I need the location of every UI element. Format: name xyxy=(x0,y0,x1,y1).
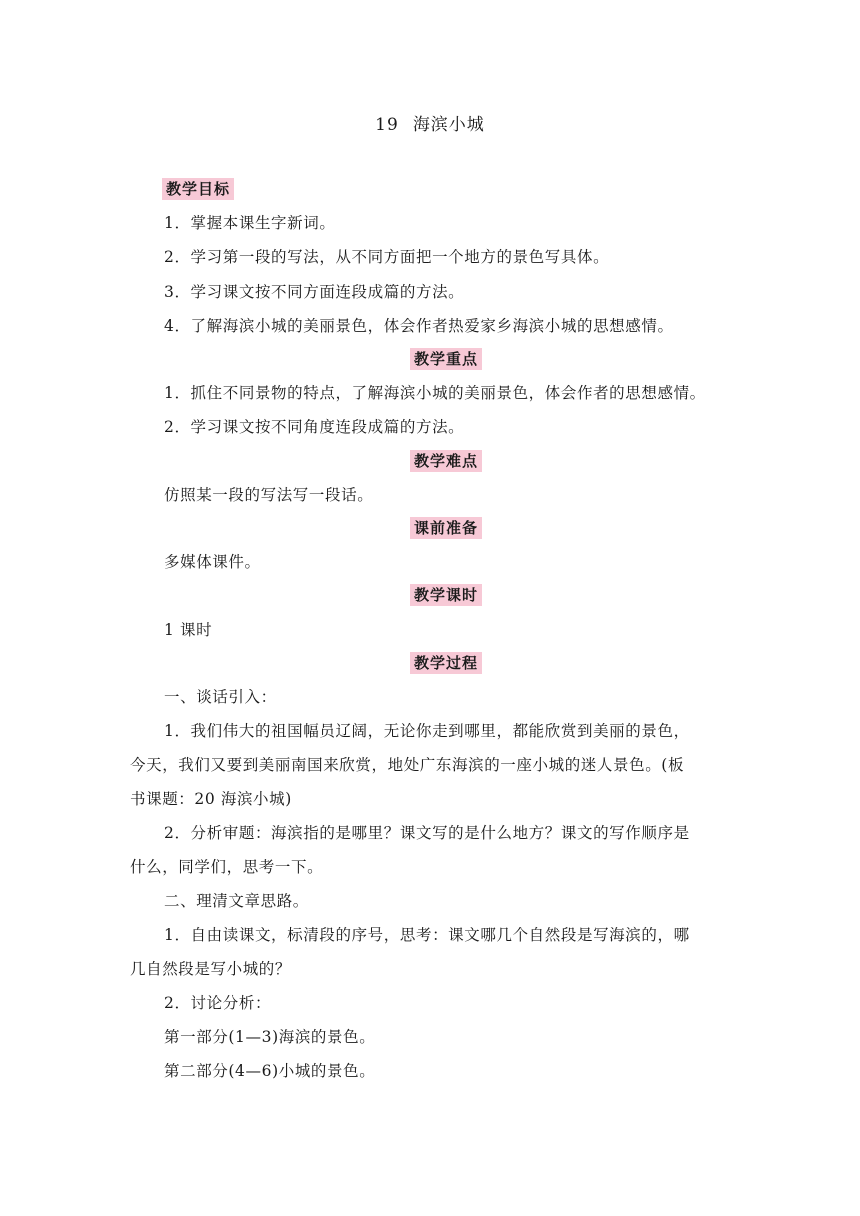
process-p5: 第一部分(1—3)海滨的景色。 xyxy=(164,1028,376,1046)
process-p4: 2．讨论分析： xyxy=(164,994,272,1012)
goal-item-1: 1．掌握本课生字新词。 xyxy=(164,214,336,232)
process-p3-line1: 1．自由读课文，标清段的序号，思考：课文哪几个自然段是写海滨的，哪 xyxy=(164,926,690,944)
heading-hours: 教学课时 xyxy=(410,584,482,606)
heading-key-points: 教学重点 xyxy=(410,348,482,370)
process-p3-line2: 几自然段是写小城的？ xyxy=(130,960,292,978)
goal-item-3: 3．学习课文按不同方面连段成篇的方法。 xyxy=(164,283,465,301)
process-p1-line3: 书课题：20 海滨小城) xyxy=(130,790,292,808)
lesson-number: 19 xyxy=(375,115,399,135)
process-p1-line1: 1．我们伟大的祖国幅员辽阔，无论你走到哪里，都能欣赏到美丽的景色， xyxy=(164,722,690,740)
process-p1-line2: 今天，我们又要到美丽南国来欣赏，地处广东海滨的一座小城的迷人景色。(板 xyxy=(130,756,685,774)
key-point-1: 1．抓住不同景物的特点，了解海滨小城的美丽景色，体会作者的思想感情。 xyxy=(164,384,706,402)
process-p6: 第二部分(4—6)小城的景色。 xyxy=(164,1062,376,1080)
lesson-title-text: 海滨小城 xyxy=(412,115,485,135)
key-point-2: 2．学习课文按不同角度连段成篇的方法。 xyxy=(164,418,465,436)
heading-process: 教学过程 xyxy=(410,652,482,674)
heading-goals: 教学目标 xyxy=(162,178,234,200)
process-p2-line1: 2．分析审题：海滨指的是哪里？课文写的是什么地方？课文的写作顺序是 xyxy=(164,824,690,842)
process-p2-line2: 什么，同学们，思考一下。 xyxy=(130,858,324,876)
goal-item-2: 2．学习第一段的写法，从不同方面把一个地方的景色写具体。 xyxy=(164,248,610,266)
heading-preparation: 课前准备 xyxy=(410,517,482,539)
heading-difficulties: 教学难点 xyxy=(410,450,482,472)
goal-item-4: 4．了解海滨小城的美丽景色，体会作者热爱家乡海滨小城的思想感情。 xyxy=(164,317,674,335)
lesson-title xyxy=(0,110,860,135)
process-part2-title: 二、理清文章思路。 xyxy=(164,892,309,910)
hours-text: 1 课时 xyxy=(164,621,213,639)
preparation-text: 多媒体课件。 xyxy=(164,553,261,571)
difficulty-text: 仿照某一段的写法写一段话。 xyxy=(164,486,374,504)
process-intro-title: 一、谈话引入： xyxy=(164,688,277,706)
